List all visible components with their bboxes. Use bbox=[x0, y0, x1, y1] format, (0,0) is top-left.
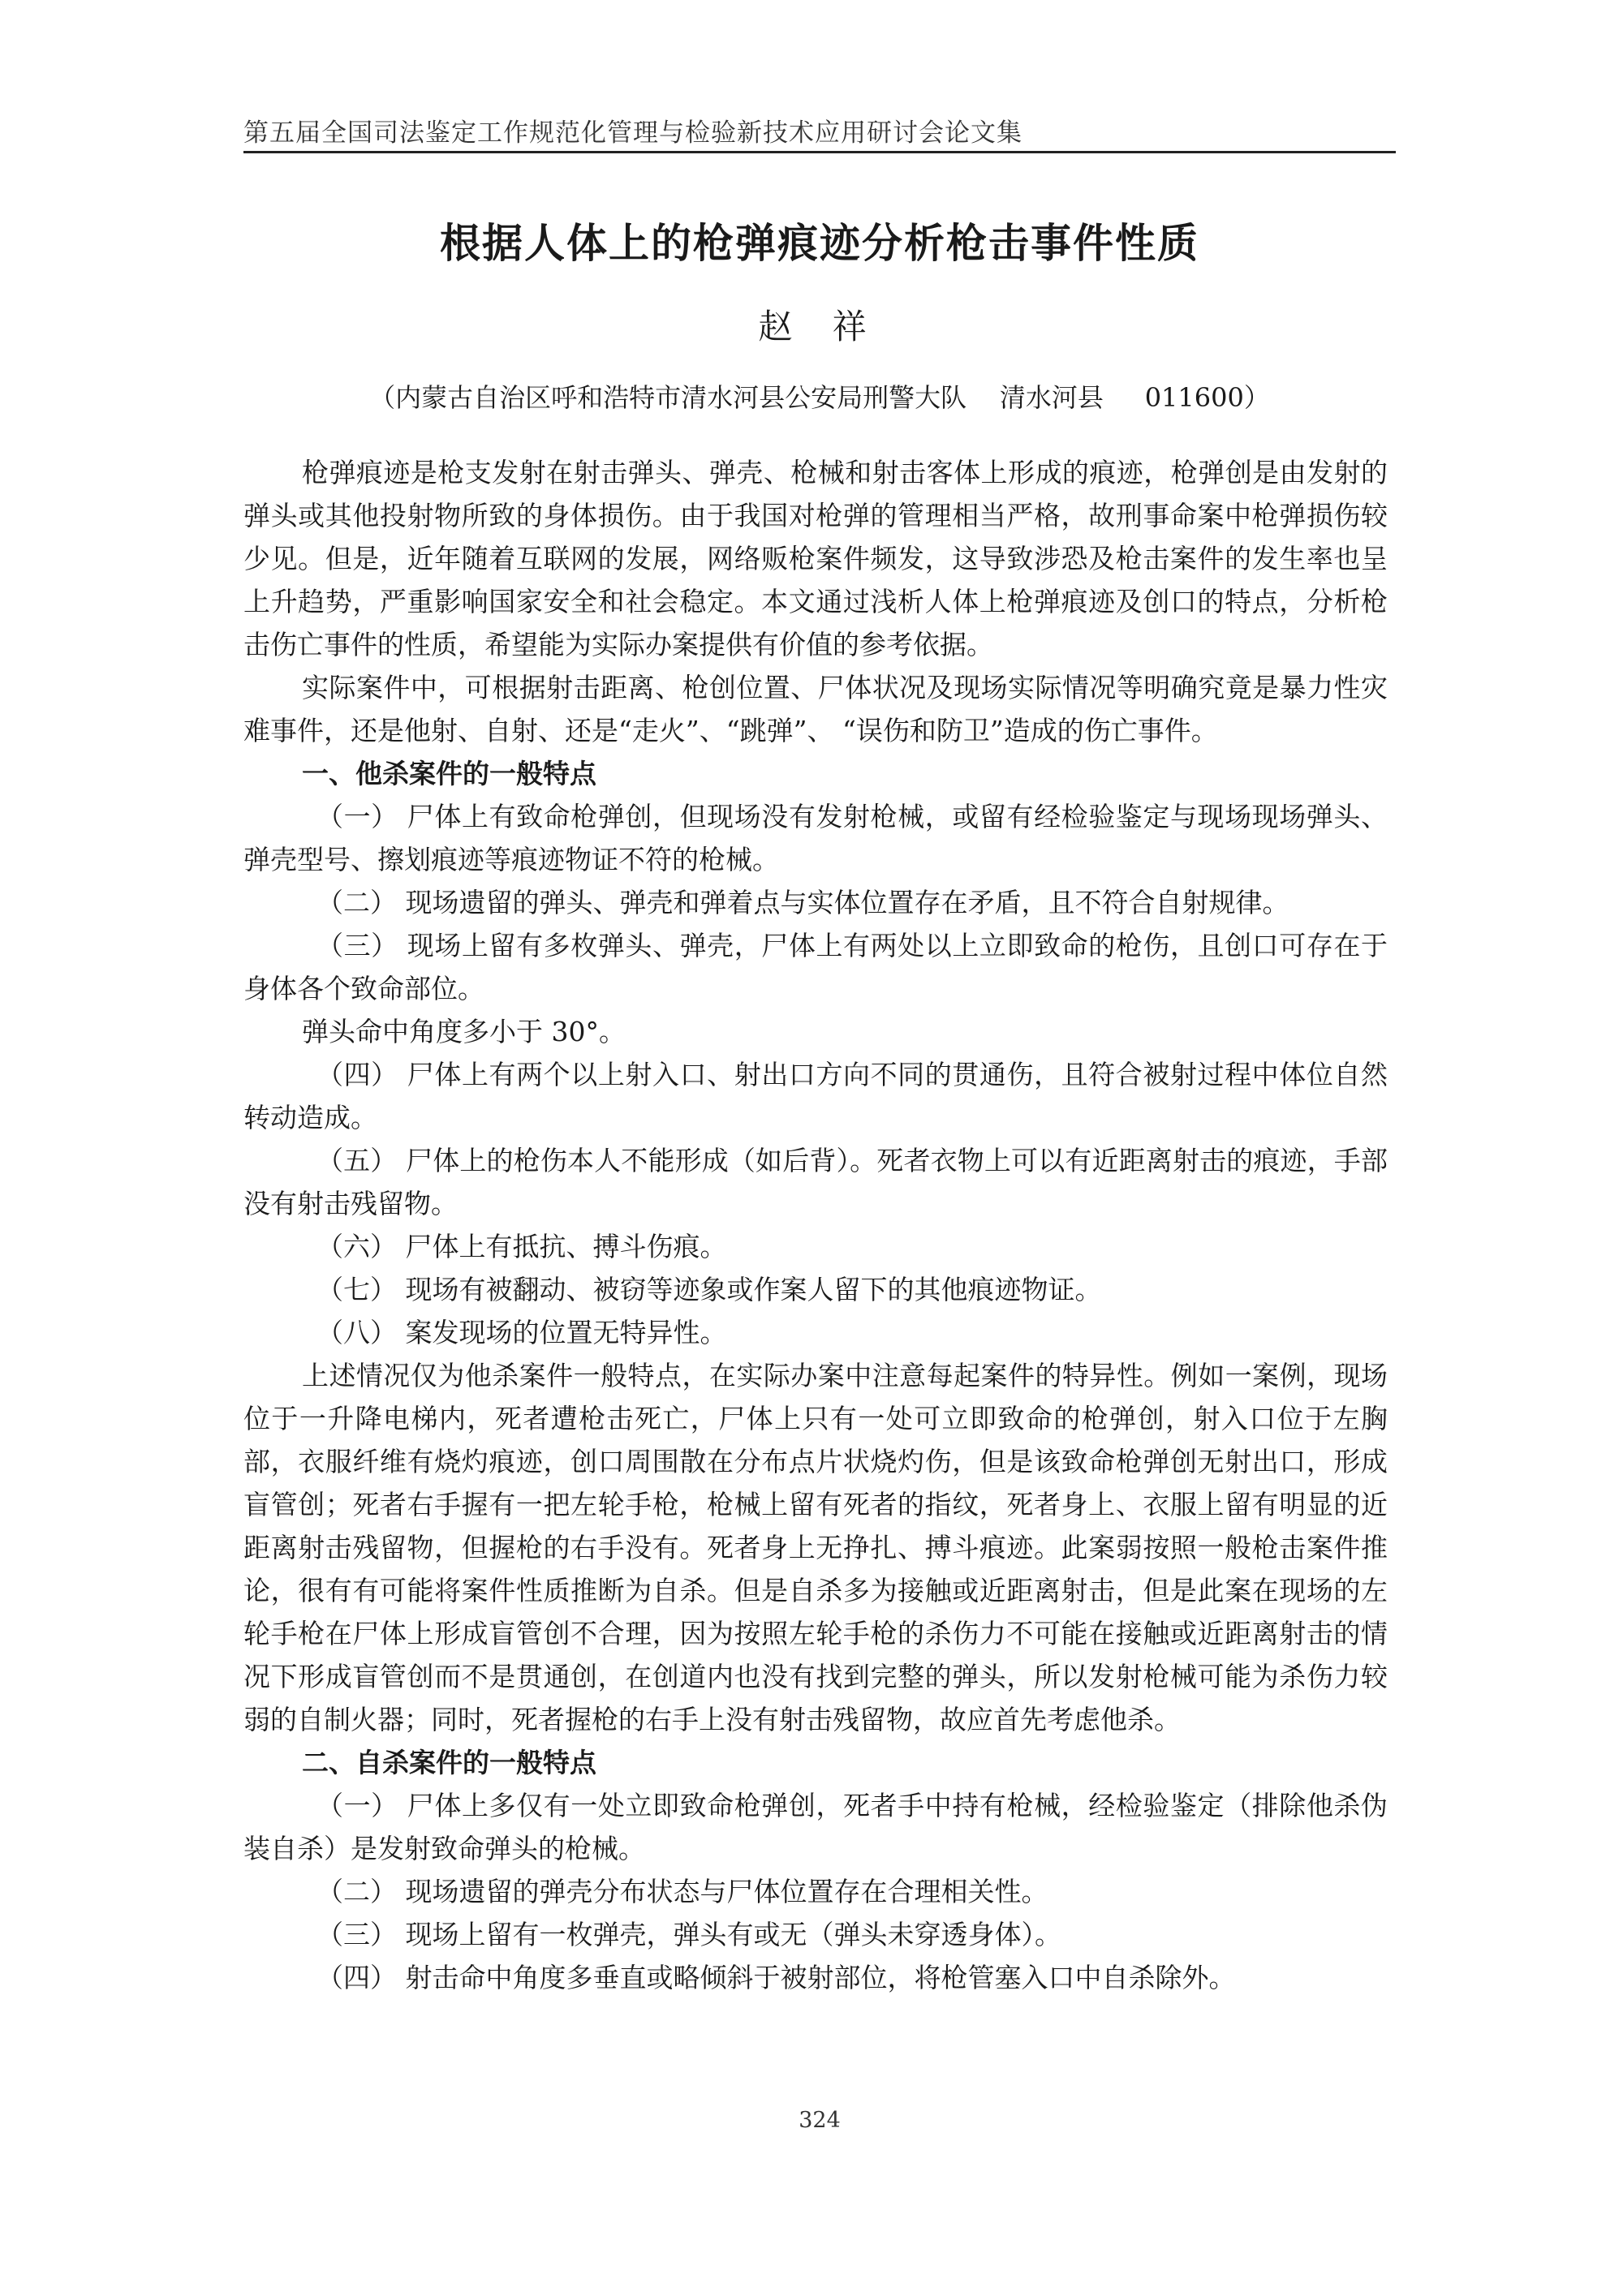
section1-item-7: （七） 现场有被翻动、被窃等迹象或作案人留下的其他痕迹物证。 bbox=[316, 1274, 1102, 1305]
section2-item-3: （三） 现场上留有一枚弹壳，弹头有或无（弹头未穿透身体）。 bbox=[316, 1919, 1061, 1950]
section1-item-1: （一） 尸体上有致命枪弹创，但现场没有发射枪械，或留有经检验鉴定与现场现场弹头、弹壳型号、擦划痕迹等痕迹物证不符的枪械。 bbox=[243, 801, 1388, 875]
section1-case-paragraph: 上述情况仅为他杀案件一般特点，在实际办案中注意每起案件的特异性。例如一案例，现场位于一升降电梯内，死者遭枪击死亡，尸体上只有一处可立即致命的枪弹创，射入口位于左胸部，衣服纤维有烧灼痕迹，创口周围散在分布点片状烧灼伤，但是该致命枪弹创无射出口，形成盲管创；死者右手握有一把左轮手枪，枪械上留有死者的指纹，死者身上、衣服上留有明显的近距离射击残留物，但握枪的右手没有。死者身上无挣扎、搏斗痕迹。此案弱按照一般枪击案件推论，很有有可能将案件性质推断为自杀。但是自杀多为接触或近距离射击，但是此案在现场的左轮手枪在尸体上形成盲管创不合理，因为按照左轮手枪的杀伤力不可能在接触或近距离射击的情况下形成盲管创而不是贯通创，在创道内也没有找到完整的弹头，所以发射枪械可能为杀伤力较弱的自制火器；同时，死者握枪的右手上没有射击残留物，故应首先考虑他杀。 bbox=[243, 1360, 1388, 1735]
article-title: 根据人体上的枪弹痕迹分析枪击事件性质 bbox=[440, 220, 1199, 267]
section1-item-6: （六） 尸体上有抵抗、搏斗伤痕。 bbox=[316, 1231, 727, 1262]
running-header: 第五届全国司法鉴定工作规范化管理与检验新技术应用研讨会论文集 bbox=[243, 118, 1022, 148]
section-heading-2: 二、自杀案件的一般特点 bbox=[302, 1747, 596, 1778]
section1-item-8: （八） 案发现场的位置无特异性。 bbox=[316, 1317, 727, 1348]
article-body bbox=[243, 451, 1388, 1999]
section1-item-3-note: 弹头命中角度多小于 30°。 bbox=[302, 1016, 626, 1047]
section2-item-2: （二） 现场遗留的弹壳分布状态与尸体位置存在合理相关性。 bbox=[316, 1876, 1048, 1907]
section2-item-4: （四） 射击命中角度多垂直或略倾斜于被射部位，将枪管塞入口中自杀除外。 bbox=[316, 1962, 1236, 1993]
page-number: 324 bbox=[799, 2108, 841, 2133]
author-affiliation: （内蒙古自治区呼和浩特市清水河县公安局刑警大队 清水河县 011600） bbox=[369, 382, 1270, 413]
section1-item-4: （四） 尸体上有两个以上射入口、射出口方向不同的贯通伤，且符合被射过程中体位自然转动造成。 bbox=[243, 1059, 1388, 1133]
section-heading-1: 一、他杀案件的一般特点 bbox=[302, 758, 596, 789]
section1-item-5: （五） 尸体上的枪伤本人不能形成（如后背）。死者衣物上可以有近距离射击的痕迹，手部没有射击残留物。 bbox=[243, 1145, 1388, 1219]
intro-paragraph-2: 实际案件中，可根据射击距离、枪创位置、尸体状况及现场实际情况等明确究竟是暴力性灾难事件，还是他射、自射、还是“走火”、“跳弹”、 “误伤和防卫”造成的伤亡事件。 bbox=[243, 672, 1388, 746]
header-rule bbox=[243, 151, 1396, 153]
section1-item-2: （二） 现场遗留的弹头、弹壳和弹着点与实体位置存在矛盾，且不符合自射规律。 bbox=[316, 887, 1289, 918]
section1-item-3: （三） 现场上留有多枚弹头、弹壳，尸体上有两处以上立即致命的枪伤，且创口可存在于身体各个致命部位。 bbox=[243, 930, 1388, 1004]
intro-paragraph-1: 枪弹痕迹是枪支发射在射击弹头、弹壳、枪械和射击客体上形成的痕迹，枪弹创是由发射的弹头或其他投射物所致的身体损伤。由于我国对枪弹的管理相当严格，故刑事命案中枪弹损伤较少见。但是，近年随着互联网的发展，网络贩枪案件频发，这导致涉恐及枪击案件的发生率也呈上升趋势，严重影响国家安全和社会稳定。本文通过浅析人体上枪弹痕迹及创口的特点，分析枪击伤亡事件的性质，希望能为实际办案提供有价值的参考依据。 bbox=[243, 457, 1388, 660]
section2-item-1: （一） 尸体上多仅有一处立即致命枪弹创，死者手中持有枪械，经检验鉴定（排除他杀伪装自杀）是发射致命弹头的枪械。 bbox=[243, 1790, 1388, 1864]
article-author: 赵 祥 bbox=[758, 307, 881, 346]
